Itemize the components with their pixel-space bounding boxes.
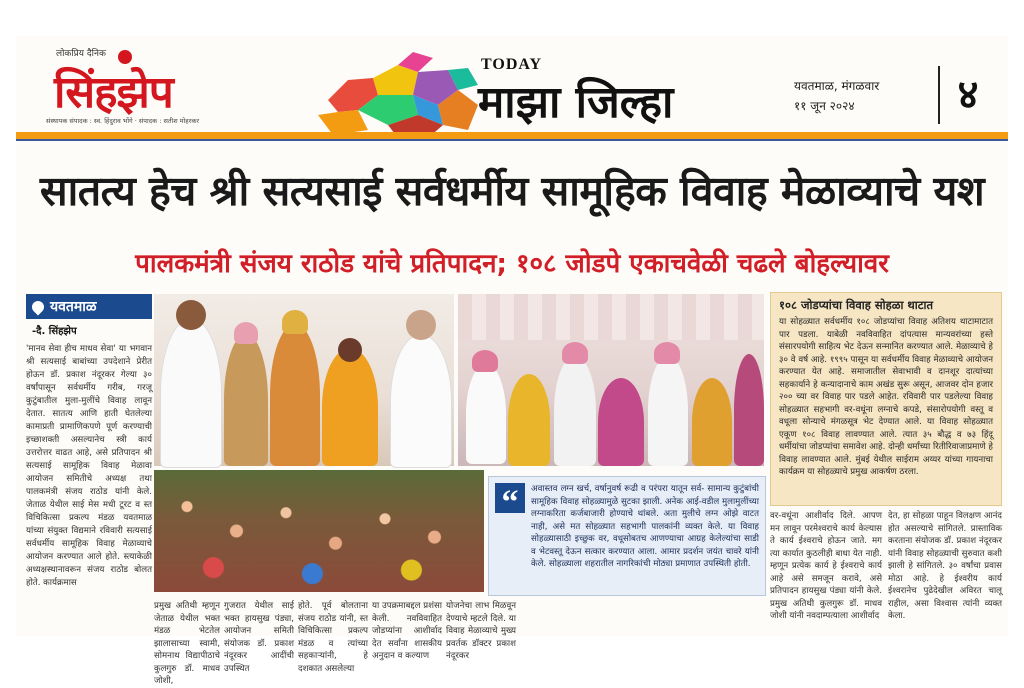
body-column-4: या उपक्रमाबद्दल प्रशंसा केली. नवविवाहित जोडप्यांना आशीर्वाद देत सर्वांना शासकीय अनुदान व कल्याण: [372, 601, 442, 661]
lead-column: [26, 294, 152, 590]
headline: सातत्य हेच श्री सत्यसाई सर्वधर्मीय सामूहिक विवाह मेळाव्याचे यश: [39, 167, 985, 215]
brand-tagline: लोकप्रिय दैनिक: [56, 49, 106, 59]
newspaper-page: [16, 36, 1008, 686]
newspaper-logo: [36, 46, 276, 132]
masthead: [16, 36, 1008, 144]
body-column-right-2: देत, हा सोहळा पाहून विलक्षण आनंद होत असल्याचे सांगितले. प्रास्ताविक करताना संयोजक डॉ. प्रकाश नंदूरकर यांनी विवाह सोहळ्याची सुरुवात कशी झाली हे सांगितले. ३० वर्षांचा प्रवास मोठा आहे. हे ईश्वरीय कार्य ईश्वरानेच पुढेदेखील अविरत चालू राहील, असा विश्वास त्यांनी व्यक्त केला.: [888, 511, 1002, 621]
location-pin-icon: [30, 298, 47, 315]
byline: -दै. सिंहझेप: [32, 326, 77, 337]
body-column-right-1: वर-वधूंना आशीर्वाद दिले. आपण मन लावून परमेश्वराचे कार्य केल्यास ते कार्य ईश्वराचे होऊन जाते. मग त्या कार्यात कुठलीही बाधा येत नाही. म्हणून प्रत्येक कार्य हे ईश्वराचे कार्य आहे असे समजून करावे, असे प्रतिपादन हायसुख पंड्या यांनी केले. प्रमुख अतिथी कुलगुरू डॉ. माधव जोशी यांनी नवदाम्पत्याला आशीर्वाद: [770, 511, 882, 621]
brand-subline: संस्थापक संपादक : स्व. हिंदुराव भोंगे · संपादक : सतीश मोहरकर: [46, 117, 200, 125]
city-day: यवतमाळ, मंगळवार: [794, 79, 880, 93]
photo-crowd: [154, 470, 484, 592]
brand-name: सिंहझेप: [54, 67, 173, 118]
masthead-rule-blue: [16, 139, 1008, 141]
sidebar-text: या सोहळ्यात सर्वधर्मीय १०८ जोडप्यांचा विवाह अतिशय थाटामाटात पार पडला. याबेळी नवविवाहित दांपत्यास मान्यवरांच्या हस्ते संसारपयोगी साहित्य भेट देऊन सन्मानित करण्यात आले. मेळाव्याचे हे ३० वे वर्ष आहे. १९९५ पासून या सर्वधर्मीय विवाह मेळाव्याचे आयोजन करण्यात येत आहे. समाजातील सेवाभावी व दानशूर दात्यांच्या सहकार्याने हे कन्यादानाचे काम अखंड सुरू असून, आजवर दोन हजार २०० च्या वर विवाह पार पडले आहेत. रविवारी पार पडलेल्या विवाह सोहळ्यात सहभागी वर-वधूंना लग्नाचे कपडे, संसारोपयोगी वस्तू व वधूला सोन्याचे मंगळसूत्र भेट देण्यात आले. या विवाह सोहळ्यात एकूण १०८ विवाह लावण्यात आले. त्यात ३५ बौद्ध व ७३ हिंदू धर्मीयांचा जोडप्यांचा समावेश आहे. दोन्ही धर्मांच्या रितीरिवाजाप्रमाणे हे विवाह लावण्यात आले. मुंबई येथील साईराम अय्यर यांच्या गायनाचा कार्यक्रम या सोहळ्याचे प्रमुख आकर्षण ठरला.: [779, 317, 993, 477]
subheadline: पालकमंत्री संजय राठोड यांचे प्रतिपादन; १०८ जोडपे एकाचवेळी चढले बोहल्यावर: [135, 249, 889, 279]
sidebar-box: [770, 292, 1002, 506]
dateline-place: [26, 294, 152, 319]
quote-icon: “: [495, 483, 525, 513]
lead-text: 'मानव सेवा हीच माधव सेवा' या भगवान श्री सत्यसाई बाबांच्या उपदेशाने प्रेरीत होऊन डॉ. प्रकाश नंदूरकर गेल्या ३० वर्षांपासून सर्वधर्मीय गरीब, गरजू कुटुंबातील मुला-मुलींचे विवाह लावून देतात. सातत्य आणि हाती घेतलेल्या कामाप्रती प्रामाणिकपणे पूर्ण करण्याची इच्छाशक्ती असल्यानेच स्त्री कार्य उत्तरोत्तर वाढत आहे, असे प्रतिपादन श्री सत्यसाई सामूहिक विवाह मेळावा आयोजन समितीचे अध्यक्ष तथा पालकमंत्री संजय राठोड यांनी केले. जेताळ येथील साई मेस मधी टूरट व स्त विचिकित्सा प्रकल्प मंडळ यवतमाळ यांच्या संयुक्त विद्यमाने रविवारी सत्यसाई सर्वधर्मीय सामूहिक विवाह मेळाव्याचे आयोजन करण्यात आले होते. स्त्याकेळी अध्यक्षस्थानावरून संजय राठोड बोलत होते. कार्यक्रमास: [26, 344, 152, 588]
pull-quote-text: अवास्तव लग्न खर्च, वर्षानुवर्ष रूढी व परंपरा यातून सर्व- सामान्य कुटुंबांची सामूहिक विवाह सोहळ्यामुळे सुटका झाली. अनेक आई-वडील मुलामुलींच्या लग्नाकरिता कर्जबाजारी होण्याचे थांबले. अता मुलीचे लग्न ओझे वाटत नाही, असे मत सोहळ्यात सहभागी पालकांनी व्यक्त केले. या विवाह सोहळ्यासाठी इच्छुक वर, वधूसोबतच आणण्याचा आग्रह केलेल्यांचा साडी व भेटवस्तू देऊन सत्कार करण्यात आला. आमार प्रदर्शन जयंत चावरे यांनी केले. सोहळ्याला शहरातील नागरिकांची मोठ्या प्रमाणात उपस्थिती होती.: [531, 484, 759, 569]
body-column-1: प्रमुख अतिथी म्हणून जेताळ येथील भक्त मंडळ भेटतेल झालासाच्या स्वामी, सोमनाथ विद्यापीठाचे कुलगुरु डॉ. माधव जोशी,: [154, 601, 220, 686]
photo-ceremony-guests: [154, 294, 454, 466]
masthead-rule: [16, 132, 1008, 139]
body-column-5: योजनेचा लाभ मिळवून देण्याचे म्हटले दिले. या विवाह मेळाव्याचे मुख्य प्रवर्तक डॉक्टर प्रकाश नंदूरकर: [446, 601, 516, 661]
sidebar-title: १०८ जोडप्यांचा विवाह सोहळा थाटात: [779, 298, 934, 312]
page-number: ४: [938, 66, 996, 124]
body-column-2: गुजरात येथील साई भक्त हायसुख पंड्या, आयोजन समिती संयोजक डॉ. प्रकाश नंदूरकर आदींची उपस्थित: [224, 601, 294, 674]
pull-quote-box: [488, 476, 766, 596]
district-map-icon: [318, 50, 488, 140]
photo-couples-seated: [458, 294, 764, 466]
place-name: यवतमाळ: [50, 299, 97, 315]
body-column-3: होते. पूर्व बोलताना संजय राठोड यांनी, स्त विचिकित्सा प्रकल्प मंडळ व त्यांच्या सहकाऱ्यांनी, हे दशकात असलेल्या: [298, 601, 368, 674]
section-title: माझा जिल्हा: [478, 77, 674, 128]
dateline: [794, 76, 879, 116]
issue-date: ११ जून २०२४: [794, 99, 855, 113]
today-label: TODAY: [481, 56, 543, 73]
